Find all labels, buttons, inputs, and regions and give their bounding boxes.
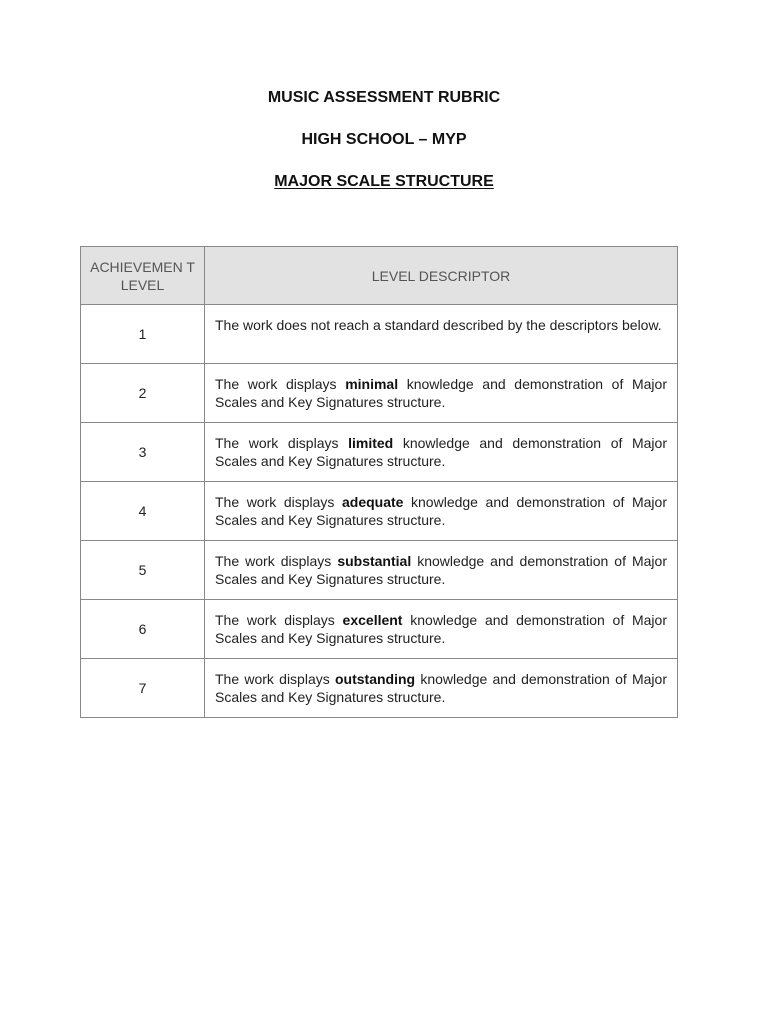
descriptor-emphasis: outstanding	[334, 671, 416, 687]
descriptor-text: The work displays	[215, 671, 335, 687]
descriptor-text: The work displays	[215, 435, 349, 451]
level-descriptor	[205, 482, 678, 541]
document-title: MUSIC ASSESSMENT RUBRIC	[267, 89, 501, 106]
rubric-table	[80, 246, 678, 718]
table-row	[81, 659, 678, 718]
descriptor-text: The work displays	[215, 376, 346, 392]
descriptor-text-end: knowledge and demonstration of Major Scales and Key Signatures structure.	[215, 376, 667, 410]
level-descriptor	[205, 541, 678, 600]
level-number: 2	[81, 364, 205, 423]
level-descriptor	[205, 305, 678, 364]
header-level-descriptor: LEVEL DESCRIPTOR	[205, 247, 678, 305]
table-row	[81, 364, 678, 423]
level-descriptor	[205, 600, 678, 659]
level-number: 6	[81, 600, 205, 659]
table-row	[81, 423, 678, 482]
rubric-body	[81, 305, 678, 718]
level-number: 1	[81, 305, 205, 364]
descriptor-text-end: knowledge and demonstration of Major Scales and Key Signatures structure.	[215, 612, 667, 646]
header-achievement-level: ACHIEVEMEN T LEVEL	[81, 247, 205, 305]
table-row	[81, 482, 678, 541]
descriptor-text-end: knowledge and demonstration of Major Scales and Key Signatures structure.	[215, 553, 667, 587]
descriptor-text: The work displays	[215, 553, 338, 569]
table-header-row	[81, 247, 678, 305]
level-number: 5	[81, 541, 205, 600]
document-subtitle: HIGH SCHOOL – MYP	[301, 131, 467, 148]
level-number: 7	[81, 659, 205, 718]
table-row	[81, 541, 678, 600]
descriptor-emphasis: minimal	[345, 376, 399, 392]
descriptor-text-end: knowledge and demonstration of Major Scales and Key Signatures structure.	[215, 671, 667, 705]
table-row	[81, 600, 678, 659]
descriptor-text: The work does not reach a standard described by the descriptors below.	[215, 317, 662, 333]
descriptor-emphasis: adequate	[341, 494, 404, 510]
level-number: 3	[81, 423, 205, 482]
descriptor-text-end: knowledge and demonstration of Major Scales and Key Signatures structure.	[215, 435, 667, 469]
descriptor-emphasis: limited	[348, 435, 394, 451]
level-descriptor	[205, 423, 678, 482]
level-number: 4	[81, 482, 205, 541]
descriptor-text: The work displays	[215, 494, 342, 510]
descriptor-emphasis: excellent	[342, 612, 403, 628]
descriptor-text-end: knowledge and demonstration of Major Scales and Key Signatures structure.	[215, 494, 667, 528]
document-topic: MAJOR SCALE STRUCTURE	[274, 173, 494, 190]
level-descriptor	[205, 364, 678, 423]
descriptor-text: The work displays	[215, 612, 343, 628]
descriptor-emphasis: substantial	[337, 553, 412, 569]
table-row	[81, 305, 678, 364]
level-descriptor	[205, 659, 678, 718]
